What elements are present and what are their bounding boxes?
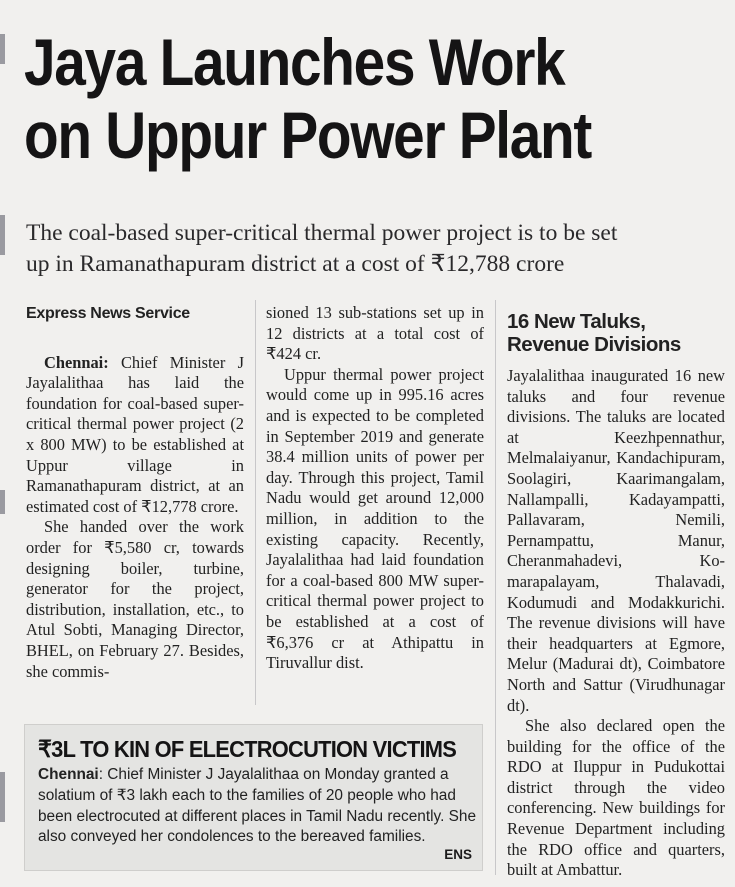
brief-title: ₹3L TO KIN OF ELECTROCUTION VICTIMS — [38, 736, 457, 762]
article-paragraph-2-continued: sioned 13 sub-stations set up in 12 districts at a total cost of ₹424 cr. — [266, 303, 484, 364]
article-paragraph-2: She handed over the work order for ₹5,580 cr, towards designing boiler, turbine, generator for the project, distribution, installation, etc., to Atul Sobti, Managing Director, BHEL, on February 27. Besides, she commis- — [26, 517, 244, 681]
deck-line-2: up in Ramanathapuram district at a cost of ₹12,788 crore — [26, 251, 565, 277]
sidebar-paragraph-2: She also declared open the building for the office of the RDO at Iluppur in Pudukottai district through the video conferencing. New buildings for Revenue Department including the RDO office and quarters, built at Ambattur. — [507, 716, 725, 880]
left-edge-mark — [0, 772, 5, 822]
brief-text: : Chief Minister J Jayalalithaa on Monday granted a solatium of ₹3 lakh each to the families of 20 people who had been electrocuted at different places in Tamil Nadu recently. She also conveyed her condolences to the bereaved families. — [38, 766, 477, 846]
sidebar-body — [507, 366, 725, 881]
deck-line-1: The coal-based super-critical thermal power project is to be set — [26, 220, 618, 246]
sidebar-subhead-line-1: 16 New Taluks, — [507, 310, 646, 333]
brief-body — [38, 765, 478, 848]
article-paragraph-1-text: Chief Minister J Jayalalithaa has laid the foundation for coal-based super-critical thermal power project (2 x 800 MW) to be established at Uppur village in Ramanathapuram district, at an estimated cost of ₹12,778 crore. — [26, 352, 244, 516]
headline — [24, 26, 626, 172]
left-edge-mark — [0, 34, 5, 64]
news-brief-box — [24, 724, 483, 871]
brief-dateline: Chennai — [38, 766, 99, 783]
left-edge-mark — [0, 215, 5, 255]
dateline: Chennai: — [44, 352, 109, 372]
sidebar-subhead-line-2: Revenue Divisions — [507, 333, 681, 356]
sidebar-paragraph-1: Jayalalithaa inaugurated 16 new taluks and four revenue divisions. The taluks are located at Keezhpennathur, Melmalaiyanur, Kandachipuram, Soolagiri, Kaarimangalam, Nallampalli, Kadayampatti, Pallavaram, Nemili, Pernampattu, Manur, Cheranmahadevi, Komarapalayam, Thalavadi, Kodumudi and Modakkurichi. The revenue divisions will have their headquarters at Egmore, Melur (Madurai dt), Coimbatore North and Sattur (Virudhunagar dt). — [507, 366, 725, 715]
left-edge-mark — [0, 490, 5, 514]
brief-credit: ENS — [444, 847, 472, 862]
column-divider — [255, 300, 256, 705]
article-column-2 — [266, 303, 484, 674]
article-column-1 — [26, 300, 244, 682]
sidebar-column — [507, 310, 725, 881]
article-paragraph-3: Uppur thermal power project would come up in 995.16 acres and is expected to be completed in September 2019 and generate 38.4 million units of power per day. Through this project, Tamil Nadu would get around 12,000 million, in addition to the existing capacity. Recently, Jayalalithaa had laid foundation for a coal-based 800 MW super-critical thermal power project to be established at a cost of ₹6,376 cr at Athipattu in Tiruvallur dist. — [266, 364, 484, 673]
column-divider — [495, 300, 496, 875]
deck-subheadline — [26, 218, 726, 280]
headline-line-2: on Uppur Power Plant — [24, 98, 592, 172]
byline: Express News Service — [26, 305, 190, 322]
headline-line-1: Jaya Launches Work — [24, 25, 565, 99]
sidebar-subhead — [507, 310, 725, 356]
article-paragraph-1 — [26, 353, 244, 518]
